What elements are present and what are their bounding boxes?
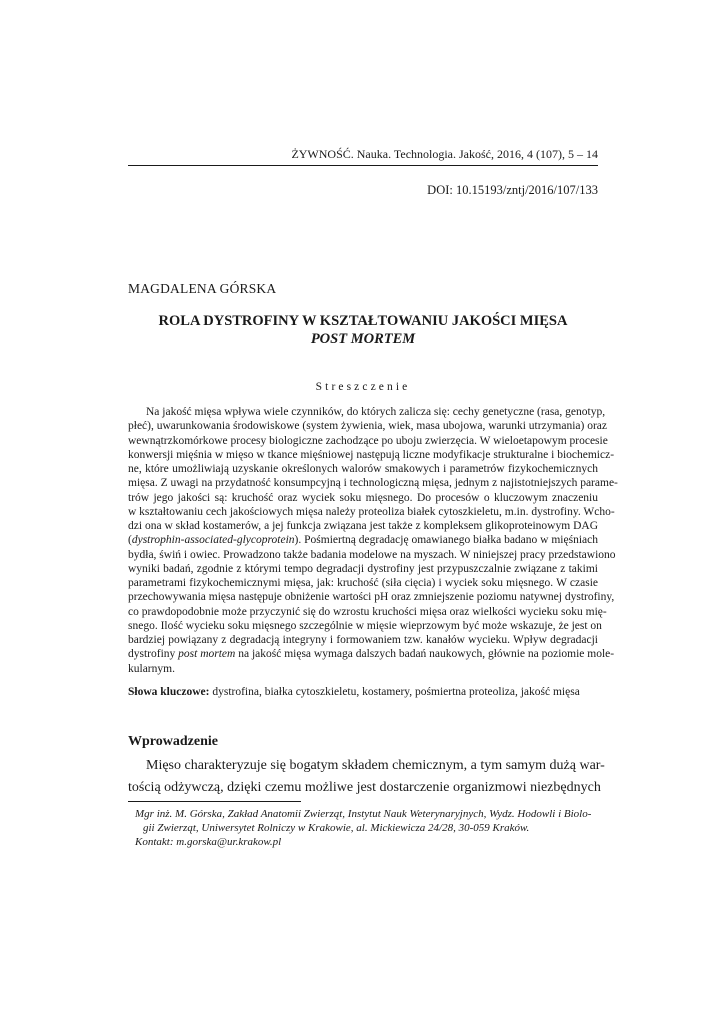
- abstract-body: [128, 405, 618, 676]
- abstract-line: kularnym.: [128, 662, 175, 675]
- abstract-line: [128, 647, 615, 661]
- abstract-line: bardziej powiązany z degradacją integryny i formowaniem tzw. kanałów wycieku. Wpływ degradacji: [128, 634, 598, 646]
- doi: DOI: 10.15193/zntj/2016/107/133: [427, 183, 598, 197]
- intro-paragraph: [128, 755, 605, 799]
- abstract-fragment: dystrofiny: [128, 648, 179, 661]
- abstract-line: w kształtowaniu cech jakościowych mięsa należy proteoliza białek cytoszkieletu, m.in. dystrofiny. Wcho-: [128, 505, 615, 518]
- abstract-line: co prawdopodobnie może przyczynić się do wzrostu kruchości mięsa oraz wielkości wycieku soku mię-: [128, 605, 607, 618]
- abstract-line: parametrami fizykochemicznymi mięsa, jak: kruchość (siła cięcia) i wyciek soku mięsnego. W czasie: [128, 577, 598, 589]
- abstract-line: dzi ona w skład kostamerów, a jej funkcja związana jest także z kompleksem glikoproteinowym DAG: [128, 520, 598, 532]
- abstract-line: przechowywania mięsa następuje obniżenie wartości pH oraz zmniejszenie poziomu natywnej dystrofiny,: [128, 591, 615, 604]
- abstract-line: snego. Ilość wycieku soku mięsnego szczególnie w mięsie wieprzowym być może wskazuje, że jest on: [128, 619, 602, 632]
- footnote-contact: Kontakt: m.gorska@ur.krakow.pl: [135, 836, 282, 848]
- abstract-fragment: ). Pośmiertną degradację omawianego białka badano w mięśniach: [294, 534, 598, 547]
- abstract-heading: Streszczenie: [315, 381, 411, 393]
- title-line-1: ROLA DYSTROFINY W KSZTAŁTOWANIU JAKOŚCI MIĘSA: [158, 313, 568, 329]
- title-line-2: POST MORTEM: [310, 331, 416, 347]
- abstract-line: mięsa. Z uwagi na przydatność konsumpcyjną i technologiczną mięsa, jednym z najistotniejszych parame-: [128, 477, 618, 490]
- header-rule: [128, 165, 598, 166]
- abstract-line: wewnątrzkomórkowe procesy biologiczne zachodzące po uboju zwierzęcia. W wieloetapowym procesie: [128, 434, 608, 447]
- abstract-line: Na jakość mięsa wpływa wiele czynników, do których zalicza się: cechy genetyczne (rasa, genotyp,: [146, 406, 606, 418]
- abstract-line: trów jego jakości są: kruchość oraz wyciek soku mięsnego. Do procesów o kluczowym znaczeniu: [128, 491, 598, 504]
- keywords: [128, 685, 598, 699]
- footnote-line: gii Zwierząt, Uniwersytet Rolniczy w Krakowie, al. Mickiewicza 24/28, 30-059 Kraków.: [143, 822, 530, 834]
- footnote-rule: [128, 801, 301, 802]
- abstract-italic-term: dystrophin-associated-glycoprotein: [131, 534, 295, 547]
- abstract-italic-term: post mortem: [178, 648, 236, 661]
- abstract-line: bydła, świń i owiec. Prowadzono także badania modelowe na myszach. W niniejszej pracy przedstawiono: [128, 548, 616, 561]
- abstract-line: konwersji mięśnia w mięso w tkance mięśniowej następują liczne modyfikacje strukturalne i biochemicz-: [128, 448, 615, 461]
- author-name: MAGDALENA GÓRSKA: [128, 281, 277, 296]
- author-footnote: [135, 807, 598, 849]
- running-head: ŻYWNOŚĆ. Nauka. Technologia. Jakość, 2016, 4 (107), 5 – 14: [291, 147, 598, 161]
- abstract-line: wyniki badań, zgodnie z którymi tempo degradacji dystrofiny jest przypuszczalnie związane z takimi: [128, 562, 598, 575]
- footnote-line: Mgr inż. M. Górska, Zakład Anatomii Zwierząt, Instytut Nauk Weterynaryjnych, Wydz. Hodowli i Biolo-: [135, 808, 592, 820]
- abstract-line: ne, które umożliwiają uzyskanie określonych walorów smakowych i parametrów fizykochemicznych: [128, 463, 598, 475]
- keywords-label: Słowa kluczowe:: [128, 686, 210, 698]
- abstract-line: płeć), uwarunkowania środowiskowe (system żywienia, wiek, masa ubojowa, warunki utrzymania) oraz: [128, 420, 608, 433]
- section-title: Wprowadzenie: [128, 734, 218, 749]
- intro-line: Mięso charakteryzuje się bogatym składem chemicznym, a tym samym dużą war-: [146, 758, 605, 773]
- abstract-line: [128, 533, 598, 547]
- abstract-fragment: na jakość mięsa wymaga dalszych badań naukowych, głównie na poziomie mole-: [235, 648, 615, 661]
- abstract-fragment: (: [128, 534, 132, 547]
- intro-line: tością odżywczą, dzięki czemu możliwe jest dostarczenie organizmowi niezbędnych: [128, 780, 601, 795]
- keywords-text: dystrofina, białka cytoszkieletu, kostamery, pośmiertna proteoliza, jakość mięsa: [209, 686, 580, 698]
- article-title: [128, 312, 598, 348]
